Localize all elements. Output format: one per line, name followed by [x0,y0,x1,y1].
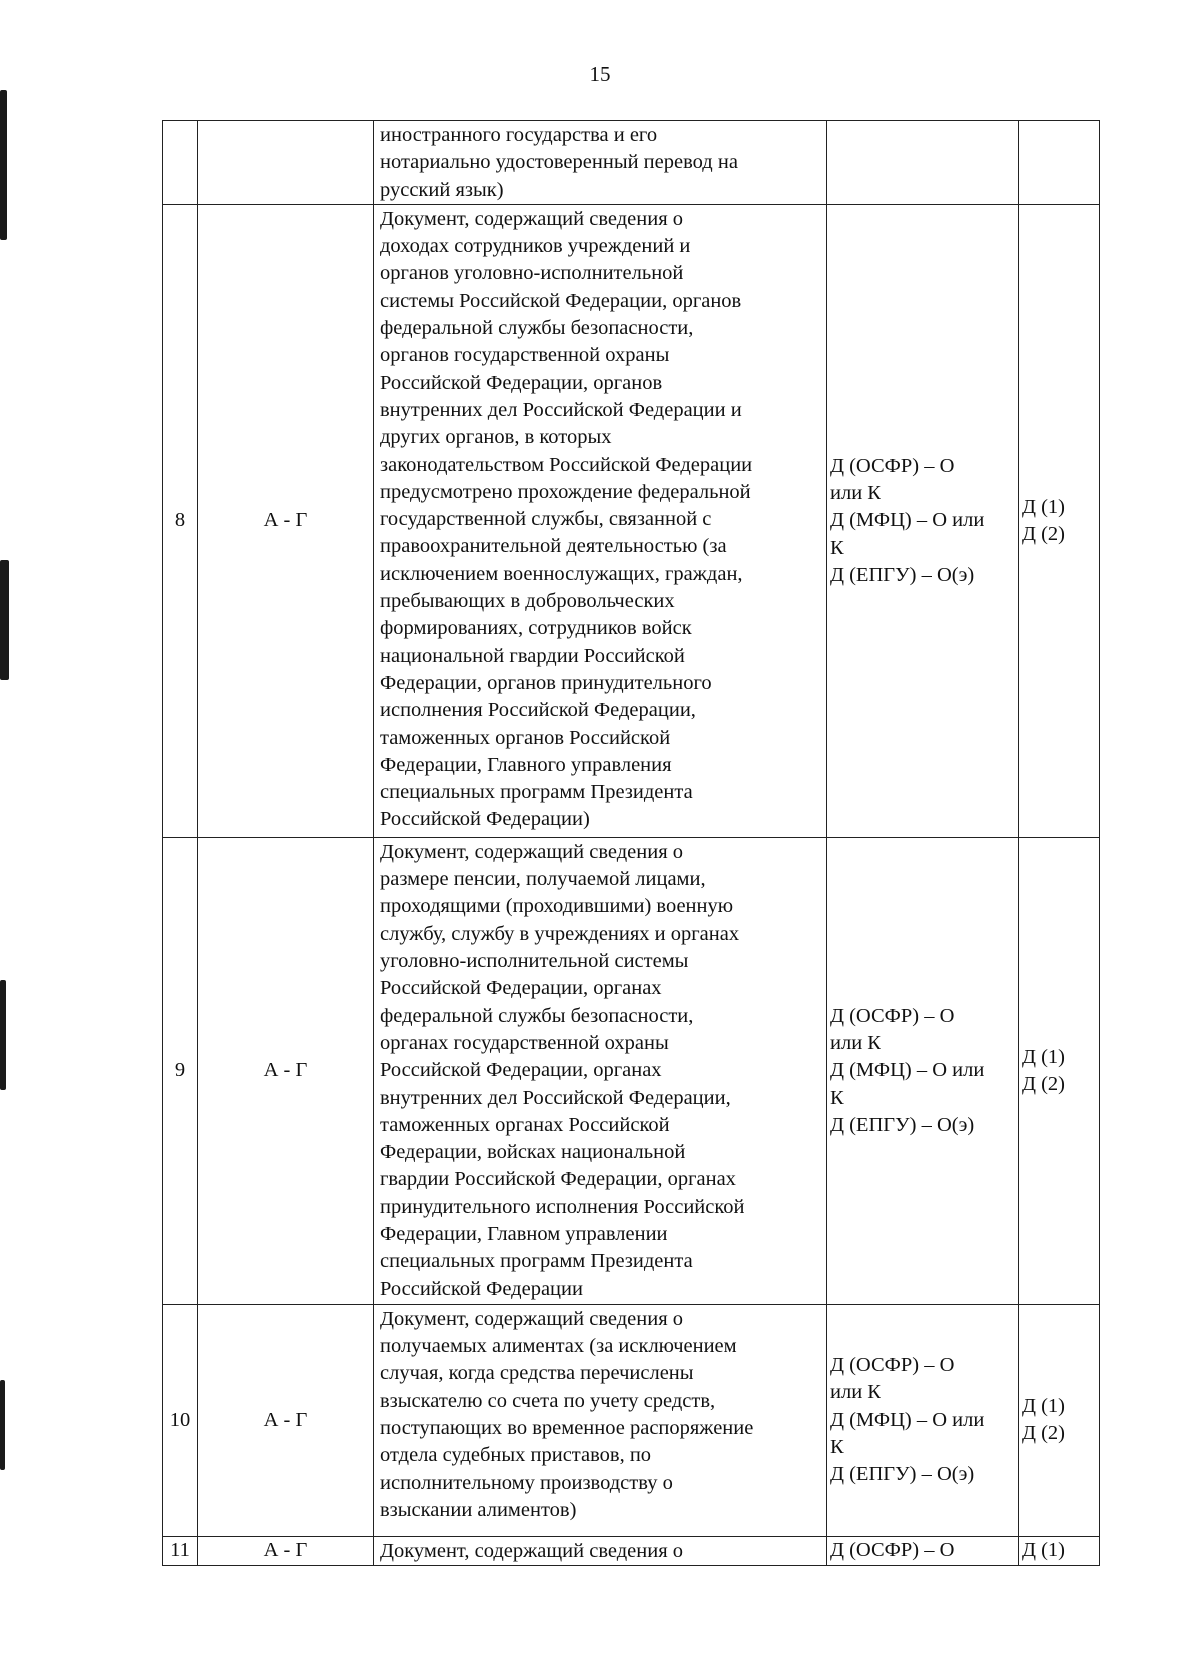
document-table [162,120,1100,1566]
row-code [1019,121,1100,205]
row-category: А - Г [198,1536,374,1565]
row-number: 9 [163,837,198,1304]
row-code: Д (1) Д (2) [1019,837,1100,1304]
row-document: иностранного государства и его нотариально удостоверенный перевод на русский язык) [380,124,738,201]
row-category: А - Г [198,1304,374,1536]
scan-edge-mark [0,90,7,240]
row-category: А - Г [198,204,374,837]
page-number: 15 [589,62,611,86]
row-number: 8 [163,204,198,837]
row-category [198,121,374,205]
table-row [163,837,1100,1304]
row-document: Документ, содержащий сведения о размере пенсии, получаемой лицами, проходящими (проходившими) военную службу, службу в учреждениях и органах уголовно-исполнительной системы Российской Федерации, органах федеральной службы безопасности, органах государственной охраны Российской Федерации, органах внутренних дел Российской Федерации, таможенных органах Российской Федерации, войсках национальной гвардии Российской Федерации, органах принудительного исполнения Российской Федерации, Главном управлении специальных программ Президента Российской Федерации [380,840,745,1300]
row-document: Документ, содержащий сведения о [380,1539,684,1562]
scan-edge-mark [0,980,6,1090]
table-row [163,1304,1100,1536]
row-method: Д (ОСФР) – О или К Д (МФЦ) – О или К Д (ЕПГУ) – О(э) [827,1304,1019,1536]
row-number: 10 [163,1304,198,1536]
row-document: Документ, содержащий сведения о доходах сотрудников учреждений и органов уголовно-исполнительной системы Российской Федерации, органов федеральной службы безопасности, органов государственной охраны Российской Федерации, органов внутренних дел Российской Федерации и других органов, в которых законодательством Российской Федерации предусмотрено прохождение федеральной государственной службы, связанной с правоохранительной деятельностью (за исключением военнослужащих, граждан, пребывающих в добровольческих формированиях, сотрудников войск национальной гвардии Российской Федерации, органов принудительного исполнения Российской Федерации, таможенных органов Российской Федерации, Главного управления специальных программ Президента Российской Федерации) [380,207,753,831]
table-row [163,204,1100,837]
row-code: Д (1) Д (2) [1019,1304,1100,1536]
row-number [163,121,198,205]
row-method: Д (ОСФР) – О или К Д (МФЦ) – О или К Д (ЕПГУ) – О(э) [827,204,1019,837]
row-category: А - Г [198,837,374,1304]
scan-edge-mark [0,1380,5,1470]
row-number: 11 [163,1536,198,1565]
row-method: Д (ОСФР) – О или К Д (МФЦ) – О или К Д (ЕПГУ) – О(э) [827,837,1019,1304]
row-document: Документ, содержащий сведения о получаемых алиментах (за исключением случая, когда средства перечислены взыскателю со счета по учету средств, поступающих во временное распоряжение отдела судебных приставов, по исполнительному производству о взыскании алиментов) [380,1307,754,1521]
row-code: Д (1) Д (2) [1019,204,1100,837]
row-method: Д (ОСФР) – О [827,1536,1019,1565]
table-row [163,1536,1100,1565]
row-code: Д (1) [1019,1536,1100,1565]
row-method [827,121,1019,205]
table-row [163,121,1100,205]
scan-edge-mark [0,560,9,680]
